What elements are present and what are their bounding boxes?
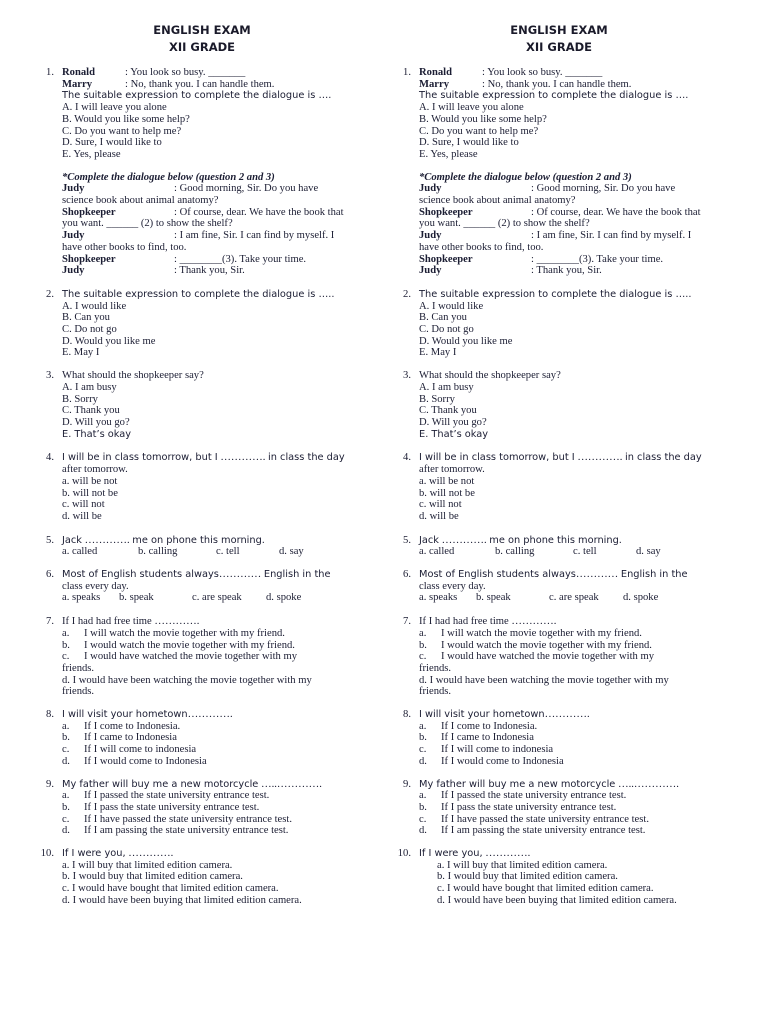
option: E. Yes, please [62,148,121,160]
question-4 [389,452,729,522]
speaker: Judy [419,183,442,195]
dialogue-text: : You look so busy. _______ [482,67,603,78]
dialogue-line [419,254,729,266]
option: c. will not [62,499,105,511]
option: a. I will buy that limited edition camera. [437,859,608,871]
prompt-text: My father will buy me a new motorcycle [419,778,616,790]
prompt-text: If I were you, [419,848,483,860]
question-prompt [419,848,729,860]
prompt-text: Most of English students always [62,569,219,581]
blank-line: …………. [217,452,269,464]
question-number: 1. [46,67,54,78]
option-continuation: friends. [62,686,95,698]
blank-line: …………. [482,848,531,860]
option [62,790,372,802]
dialogue-text: : ________(3). Take your time. [174,253,307,265]
option-letter: a. [419,720,427,732]
option: c. are speak [549,592,599,604]
option-row [62,546,372,558]
option: B. Can you [62,312,110,324]
question-7 [389,616,729,698]
question-prompt [62,848,372,860]
option-letter: d. [62,825,70,837]
question-prompt [62,452,372,464]
dialogue-line [62,254,372,266]
option-text: If I will come to indonesia [441,744,554,756]
prompt-text: Most of English students always [419,569,576,581]
option: D. Will you go? [62,416,130,428]
question-number: 5. [46,534,54,546]
question-prompt: The suitable expression to complete the dialogue is …. [419,90,689,102]
speaker: Marry [419,78,449,90]
question-prompt: What should the shopkeeper say? [419,370,561,382]
question-number: 2. [46,288,54,300]
dialogue-text: : No, thank you. I can handle them. [482,78,632,90]
option [62,814,372,826]
option: a. will be not [419,475,475,487]
dialogue-continuation: have other books to find, too. [62,241,187,253]
option: A. I would like [62,300,127,312]
option: d. I would have been watching the movie together with my [62,674,312,686]
speaker: Shopkeeper [62,206,116,218]
option [62,721,372,733]
exam-title: ENGLISH EXAM [510,23,608,37]
option: b. I would buy that limited edition camera. [62,871,243,883]
dialogue-text: : No, thank you. I can handle them. [125,78,275,90]
speaker: Shopkeeper [419,253,473,265]
question-prompt [62,569,372,581]
option-letter: c. [419,651,427,663]
option: D. Will you go? [419,416,487,428]
blank-line: …..…………. [615,778,679,790]
dialogue-text: : Thank you, Sir. [531,265,602,277]
option-text: If I passed the state university entrance test. [441,790,627,802]
option-letter: a. [419,627,427,639]
question-prompt [419,779,729,791]
dialogue-line [62,67,372,79]
blank-line: …………. [151,616,200,628]
dialogue-text: : Good morning, Sir. Do you have [531,183,676,195]
option [419,756,729,768]
option-letter: a. [419,790,427,802]
option [419,814,729,826]
option: b. speak [119,592,154,604]
question-prompt [419,709,729,721]
option [419,628,729,640]
dialogue-line [62,265,372,277]
speaker: Ronald [62,67,95,78]
option-letter: b. [419,639,427,651]
option: E. Yes, please [419,148,478,160]
prompt-text: If I were you, [62,848,126,860]
option: B. Sorry [62,393,98,405]
question-prompt [62,535,372,547]
dialogue-line [419,79,729,91]
option: d. I would have been buying that limited edition camera. [62,894,302,906]
prompt-text: I will visit your hometown [62,709,188,721]
option: b. will not be [419,487,475,499]
question-7 [32,616,372,698]
option-text: I would have watched the movie together with my [441,651,654,663]
dialogue-continuation: science book about animal anatomy? [419,195,576,207]
option [62,802,372,814]
dialogue-line [62,207,372,219]
question-prompt [62,779,372,791]
dialogue-text: : Of course, dear. We have the book that [531,206,701,218]
dialogue-text: : I am fine, Sir. I can find by myself. I [174,230,335,242]
option-letter: b. [419,801,427,813]
question-number: 7. [46,616,54,628]
prompt-continuation: class every day. [62,580,129,592]
prompt-text: I will be in class tomorrow, but I [62,452,218,464]
option-text: If I will come to indonesia [84,744,197,756]
question-6 [32,569,372,604]
option: d. will be [419,510,459,522]
question-prompt [419,569,729,581]
question-2 [389,289,729,359]
option-text: If I am passing the state university entrance test. [441,825,646,837]
dialogue-text: : Good morning, Sir. Do you have [174,183,319,195]
question-prompt: The suitable expression to complete the dialogue is ….. [62,288,335,300]
option [62,744,372,756]
option: B. Would you like some help? [62,113,190,125]
question-8 [32,709,372,768]
option-text: I will watch the movie together with my friend. [84,627,285,639]
option-letter: d. [419,825,427,837]
dialogue-text: : Of course, dear. We have the book that [174,206,344,218]
prompt-text: Jack [419,534,439,546]
option: C. Thank you [419,405,477,417]
option: E. That’s okay [419,428,489,440]
option: a. called [62,546,98,558]
dialogue-instruction: *Complete the dialogue below (question 2 and 3) [419,171,632,183]
prompt-text: me on phone this morning. [489,534,622,546]
option-text: If I came to Indonesia [84,732,177,744]
option: a. called [419,546,455,558]
option-letter: a. [62,627,70,639]
dialogue-line [419,265,729,277]
exam-grade: XII GRADE [168,40,236,54]
option [419,651,729,663]
option: C. Thank you [62,405,120,417]
dialogue-text: : Thank you, Sir. [174,265,245,277]
option [419,744,729,756]
option-letter: a. [62,720,70,732]
option-text: If I pass the state university entrance test. [84,801,260,813]
blank-line: …………. [508,616,557,628]
dialogue-continuation: science book about animal anatomy? [62,195,219,207]
question-6 [389,569,729,604]
option-text: If I came to Indonesia [441,732,534,744]
question-number: 10. [397,848,411,860]
dialogue-line [62,183,372,195]
question-number: 5. [403,534,411,546]
question-3 [389,370,729,440]
option: b. calling [138,546,178,558]
option: d. will be [62,510,102,522]
dialogue-instruction: *Complete the dialogue below (question 2 and 3) [62,171,275,183]
option: B. Sorry [419,393,455,405]
option [62,756,372,768]
option-text: I would watch the movie together with my friend. [84,639,295,651]
question-10 [389,848,729,907]
question-10 [32,848,372,907]
option-text: I will watch the movie together with my friend. [441,627,642,639]
dialogue-text: : You look so busy. _______ [125,67,246,78]
option-text: If I passed the state university entrance test. [84,790,270,802]
option-text: If I am passing the state university entrance test. [84,825,289,837]
question-number: 6. [46,569,54,581]
speaker: Shopkeeper [419,206,473,218]
exam-title: ENGLISH EXAM [153,23,251,37]
question-number: 9. [403,778,411,790]
prompt-continuation: after tomorrow. [62,464,128,476]
dialogue-continuation: you want. ______ (2) to show the shelf? [419,218,590,230]
prompt-text: in class the day [268,452,345,464]
question-3 [32,370,372,440]
exam-column-left [32,22,372,907]
option: A. I am busy [62,381,117,393]
blank-line: …………. [125,848,174,860]
option: E. May I [419,347,457,359]
option: D. Sure, I would like to [419,137,519,149]
speaker: Shopkeeper [62,253,116,265]
option-text: I would have watched the movie together with my [84,651,297,663]
blank-line: …………. [187,709,233,721]
question-1 [389,67,729,161]
option [419,802,729,814]
question-number: 7. [403,616,411,628]
option: D. Would you like me [419,335,513,347]
prompt-text: I will be in class tomorrow, but I [419,452,575,464]
option-text: If I have passed the state university entrance test. [441,813,649,825]
dialogue-block [32,172,372,277]
question-8 [389,709,729,768]
dialogue-block [389,172,729,277]
option: a. I will buy that limited edition camera. [62,859,233,871]
option-text: If I pass the state university entrance test. [441,801,617,813]
option: c. tell [573,546,597,558]
option: a. will be not [62,475,118,487]
option-letter: b. [419,732,427,744]
option: b. will not be [62,487,118,499]
question-5 [32,535,372,558]
option [419,640,729,652]
question-number: 3. [403,370,411,382]
option [62,651,372,663]
prompt-continuation: class every day. [419,580,486,592]
option: E. May I [62,347,100,359]
option-continuation: friends. [419,686,452,698]
question-number: 1. [403,67,411,78]
option: A. I will leave you alone [419,102,524,114]
option-text: If I come to Indonesia. [441,720,538,732]
question-prompt: What should the shopkeeper say? [62,370,204,382]
option: d. say [279,546,304,558]
option [62,825,372,837]
option: C. Do not go [62,324,117,336]
question-prompt [419,535,729,547]
question-number: 9. [46,778,54,790]
prompt-text: If I had had free time [62,616,152,628]
question-number: 4. [403,452,411,464]
question-2 [32,289,372,359]
option-letter: d. [419,755,427,767]
prompt-text: me on phone this morning. [132,534,265,546]
dialogue-line [419,207,729,219]
option-letter: a. [62,790,70,802]
option: d. spoke [266,592,302,604]
option [62,628,372,640]
option: a. speaks [419,592,458,604]
exam-header [389,22,729,56]
question-number: 4. [46,452,54,464]
prompt-text: If I had had free time [419,616,509,628]
dialogue-text: : ________(3). Take your time. [531,253,664,265]
blank-line: …..…………. [258,778,322,790]
prompt-text: Jack [62,534,82,546]
blank-line: ………… [575,569,621,581]
blank-line: …………. [81,534,133,546]
option-continuation: friends. [419,662,452,674]
prompt-continuation: after tomorrow. [419,464,485,476]
option [419,790,729,802]
question-number: 8. [403,709,411,721]
exam-header [32,22,372,56]
option-letter: c. [62,744,70,756]
option: B. Can you [419,312,467,324]
speaker: Ronald [419,67,452,78]
option-letter: b. [62,732,70,744]
option-letter: c. [62,651,70,663]
option: D. Sure, I would like to [62,137,162,149]
option: d. spoke [623,592,659,604]
option: C. Do you want to help me? [419,125,539,137]
dialogue-continuation: you want. ______ (2) to show the shelf? [62,218,233,230]
option-text: If I would come to Indonesia [441,755,564,767]
prompt-text: English in the [263,569,331,581]
question-5 [389,535,729,558]
question-9 [32,779,372,838]
option-letter: d. [62,755,70,767]
speaker: Judy [62,265,85,277]
option-letter: b. [62,801,70,813]
speaker: Judy [419,230,442,242]
dialogue-continuation: have other books to find, too. [419,241,544,253]
option-text: If I come to Indonesia. [84,720,181,732]
option-row [62,592,372,604]
option: A. I am busy [419,381,474,393]
option: c. will not [419,499,462,511]
exam-grade: XII GRADE [525,40,593,54]
prompt-text: My father will buy me a new motorcycle [62,778,259,790]
option-text: I would watch the movie together with my friend. [441,639,652,651]
dialogue-line [419,230,729,242]
option [419,732,729,744]
question-prompt [62,616,372,628]
option: C. Do not go [419,324,474,336]
question-number: 6. [403,569,411,581]
option: C. Do you want to help me? [62,125,182,137]
prompt-text: in class the day [625,452,702,464]
question-number: 2. [403,288,411,300]
option: c. tell [216,546,240,558]
option [62,732,372,744]
question-prompt: The suitable expression to complete the dialogue is ….. [419,288,692,300]
option-letter: b. [62,639,70,651]
speaker: Judy [62,230,85,242]
question-number: 8. [46,709,54,721]
question-prompt [419,452,729,464]
option [62,640,372,652]
option-row [419,592,729,604]
option: A. I would like [419,300,484,312]
option-text: If I have passed the state university entrance test. [84,813,292,825]
question-prompt: The suitable expression to complete the dialogue is …. [62,90,332,102]
option: b. I would buy that limited edition camera. [437,871,618,883]
option [419,721,729,733]
question-4 [32,452,372,522]
speaker: Judy [62,183,85,195]
dialogue-line [62,230,372,242]
exam-column-right [389,22,729,907]
option: a. speaks [62,592,101,604]
option: E. That’s okay [62,428,132,440]
option: d. I would have been watching the movie together with my [419,674,669,686]
blank-line: ………… [218,569,264,581]
blank-line: …………. [574,452,626,464]
blank-line: …………. [438,534,490,546]
prompt-text: I will visit your hometown [419,709,545,721]
speaker: Judy [419,265,442,277]
option: c. are speak [192,592,242,604]
option-text: If I would come to Indonesia [84,755,207,767]
question-prompt [419,616,729,628]
question-number: 3. [46,370,54,382]
option: D. Would you like me [62,335,156,347]
option-letter: c. [419,813,427,825]
option: d. say [636,546,661,558]
option-row [419,546,729,558]
dialogue-line [419,67,729,79]
question-1 [32,67,372,161]
dialogue-line [419,183,729,195]
question-number: 10. [40,848,54,860]
dialogue-text: : I am fine, Sir. I can find by myself. I [531,230,692,242]
option: B. Would you like some help? [419,113,547,125]
speaker: Marry [62,78,92,90]
question-9 [389,779,729,838]
option-letter: c. [419,744,427,756]
dialogue-line [62,79,372,91]
option: d. I would have been buying that limited edition camera. [437,894,677,906]
prompt-text: English in the [620,569,688,581]
option-letter: c. [62,813,70,825]
option: b. calling [495,546,535,558]
option [419,825,729,837]
question-prompt [62,709,372,721]
option: A. I will leave you alone [62,102,167,114]
option: c. I would have bought that limited edition camera. [437,883,654,895]
blank-line: …………. [544,709,590,721]
option: c. I would have bought that limited edition camera. [62,883,279,895]
option: b. speak [476,592,511,604]
option-continuation: friends. [62,662,95,674]
